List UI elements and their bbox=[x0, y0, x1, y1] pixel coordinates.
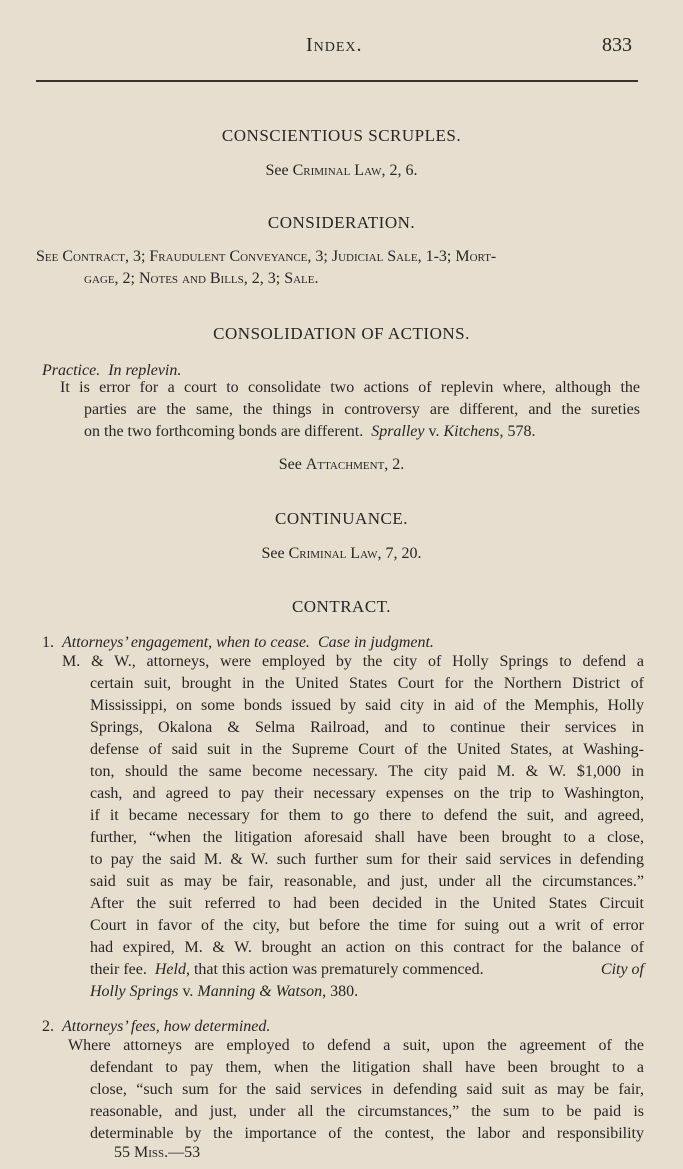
see-also-scruples: See Criminal Law, 2, 6. bbox=[265, 162, 418, 179]
contract-item-1-line: cash, and agreed to pay their necessary expenses on the trip to Washington, bbox=[90, 785, 644, 802]
contract-item-1-line: defense of said suit in the Supreme Court of the United States, at Washing- bbox=[90, 741, 644, 758]
consolidation-line-2: parties are the same, the things in controversy are different, and the sureties bbox=[84, 401, 640, 418]
contract-item-1-line: ton, should the same become necessary. The city paid M. & W. $1,000 in bbox=[90, 763, 644, 780]
contract-item-1-line: their fee. Held, that this action was prematurely commenced. City of bbox=[90, 961, 644, 978]
contract-item-1-line: said suit as may be fair, reasonable, and just, under all the circumstances.” bbox=[90, 873, 644, 890]
contract-item-1-line: M. & W., attorneys, were employed by the city of Holly Springs to defend a bbox=[62, 653, 644, 670]
consolidation-topic: Practice. In replevin. bbox=[42, 362, 182, 379]
heading-consideration: CONSIDERATION. bbox=[267, 213, 416, 232]
contract-item-2-line: reasonable, and just, under all the circumstances,” the sum to be paid is bbox=[90, 1103, 644, 1120]
contract-item-1-line: if it became necessary for them to go there to defend the suit, and agreed, bbox=[90, 807, 644, 824]
consolidation-line-3: on the two forthcoming bonds are different. Spralley v. Kitchens, 578. bbox=[84, 423, 536, 440]
consideration-see-line-2: gage, 2; Notes and Bills, 2, 3; Sale. bbox=[84, 270, 319, 287]
page-number: 833 bbox=[602, 34, 632, 56]
contract-item-1-line: After the suit referred to had been decided in the United States Circuit bbox=[90, 895, 644, 912]
signature-mark: 55 Miss.—53 bbox=[114, 1144, 201, 1161]
contract-item-1-line: Court in favor of the city, but before the time for suing out a writ of error bbox=[90, 917, 644, 934]
item-number: 1. bbox=[42, 634, 54, 651]
heading-continuance: CONTINUANCE. bbox=[274, 509, 409, 528]
contract-item-1-line: Mississippi, on some bonds issued by said city in aid of the Memphis, Holly bbox=[90, 697, 644, 714]
contract-item-2-line: defendant to pay them, when the litigation shall have been brought to a bbox=[90, 1059, 644, 1076]
cross-reference: Criminal Law bbox=[292, 162, 382, 179]
contract-item-1-line: further, “when the litigation aforesaid shall have been brought to a close, bbox=[90, 829, 644, 846]
contract-item-1-citation: Holly Springs v. Manning & Watson, 380. bbox=[90, 983, 359, 1000]
heading-conscientious-scruples: CONSCIENTIOUS SCRUPLES. bbox=[221, 126, 462, 145]
cross-reference: Criminal Law bbox=[288, 545, 378, 562]
contract-item-2-title: 2. Attorneys’ fees, how determined. bbox=[42, 1018, 271, 1035]
held-marker: Held, bbox=[154, 961, 190, 978]
header-rule bbox=[36, 80, 638, 82]
heading-consolidation-of-actions: CONSOLIDATION OF ACTIONS. bbox=[213, 324, 470, 343]
see-also-consolidation: See Attachment, 2. bbox=[278, 456, 405, 473]
consideration-see-line-1: See Contract, 3; Fraudulent Conveyance, 3; Judicial Sale, 1-3; Mort- bbox=[36, 248, 497, 265]
contract-item-2-line: close, “such sum for the said services in defending said suit as may be fair, bbox=[90, 1081, 644, 1098]
contract-item-2-line: Where attorneys are employed to defend a suit, upon the agreement of the bbox=[68, 1037, 644, 1054]
see-also-continuance: See Criminal Law, 7, 20. bbox=[261, 545, 422, 562]
case-citation: City of bbox=[600, 961, 644, 978]
running-head-title: Index. bbox=[306, 34, 363, 56]
consolidation-line-1: It is error for a court to consolidate two actions of replevin where, although the bbox=[60, 379, 640, 396]
contract-item-1-title: 1. Attorneys’ engagement, when to cease. Case in judgment. bbox=[42, 634, 434, 651]
contract-item-1-line: Springs, Okalona & Selma Railroad, and to continue their services in bbox=[90, 719, 644, 736]
item-number: 2. bbox=[42, 1018, 54, 1035]
contract-item-1-line: certain suit, brought in the United States Court for the Northern District of bbox=[90, 675, 644, 692]
contract-item-1-line: to pay the said M. & W. such further sum for their said services in defending bbox=[90, 851, 644, 868]
contract-item-1-line: had expired, M. & W. brought an action on this contract for the balance of bbox=[90, 939, 644, 956]
heading-contract: CONTRACT. bbox=[291, 597, 392, 616]
cross-reference: Attachment bbox=[305, 456, 385, 473]
contract-item-2-line: determinable by the importance of the contest, the labor and responsibility bbox=[90, 1125, 644, 1142]
case-citation: Spralley bbox=[371, 423, 425, 440]
